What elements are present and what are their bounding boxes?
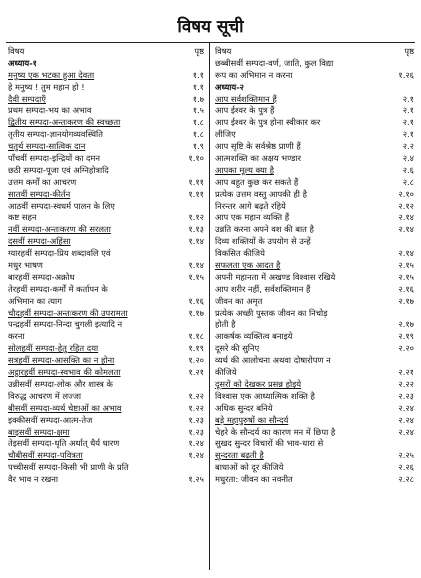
toc-entry (215, 367, 414, 379)
entry-title: तेरहवीं सम्पदा-कर्मों में कर्तापन के (8, 283, 108, 294)
entry-title: लीजिए (215, 129, 236, 140)
toc-entry (215, 58, 414, 70)
entry-title: प्रथम सम्पदा-भय का अभाव (8, 105, 92, 116)
entry-title: दूसरे की सुनिए (215, 343, 260, 354)
toc-entry (215, 403, 414, 415)
entry-page-number: २.२१ (398, 367, 414, 378)
entry-page-number: २.२४ (398, 414, 414, 425)
entry-title: अभिमान का त्याग (8, 295, 62, 306)
column-header (8, 46, 204, 58)
entry-page-number: १.२५ (188, 474, 204, 485)
entry-title: बाधाओं को दूर कीजिये (215, 462, 284, 473)
entry-title: मधुरता: जीवन का नवनीत (215, 474, 293, 485)
toc-entry (8, 284, 204, 296)
entry-title: प्रत्येक उत्तम वस्तु आपकी ही है (215, 188, 307, 199)
entry-page-number: १.१३ (188, 224, 204, 235)
toc-entry (8, 165, 204, 177)
toc-entry (8, 94, 204, 106)
toc-entry (8, 343, 204, 355)
entry-page-number: १.२६ (398, 69, 414, 80)
toc-entry (8, 272, 204, 284)
entry-title: आप सर्वशक्तिमान हैं (215, 93, 277, 104)
entry-page-number: २.२ (402, 141, 414, 152)
entry-title: बाइसवीं सम्पदा-क्षमा (8, 426, 70, 437)
toc-entry (215, 331, 414, 343)
entry-page-number: १.२२ (188, 390, 204, 401)
header-subject: विषय (215, 46, 232, 56)
header-page: पृष्ठ (194, 46, 204, 56)
entry-title: वैर भाव न रखना (8, 474, 59, 485)
entry-title: द्वितीय सम्पदा-अन्तःकरण की स्वच्छता (8, 117, 121, 128)
entry-title: पच्चीसवीं सम्पदा-किसी भी प्राणी के प्रति (8, 462, 129, 473)
entry-title: प्रत्येक अच्छी पुस्तक जीवन का निचोड़ (215, 307, 328, 318)
entry-page-number: १.१४ (188, 260, 204, 271)
toc-entry (215, 70, 414, 82)
entry-title: सोलहवीं सम्पदा-हेतु रहित दया (8, 343, 99, 354)
entry-page-number: २.१ (402, 117, 414, 128)
entry-title: दूसरों को देखकर प्रसन्न होइये (215, 378, 302, 389)
entry-title: दैवी सम्पदाएँ (8, 93, 46, 104)
toc-entry (8, 438, 204, 450)
entry-title: विश्वास एक आध्यात्मिक शक्ति है (215, 390, 315, 401)
toc-entry (215, 153, 414, 165)
entry-title: आप शरीर नहीं, सर्वशक्तिमान हैं (215, 283, 311, 294)
entry-page-number: २.२४ (398, 426, 414, 437)
toc-entry (8, 70, 204, 82)
toc-entry (215, 117, 414, 129)
entry-page-number: २.१४ (398, 212, 414, 223)
toc-entry (215, 224, 414, 236)
entry-title: हे मनुष्य ! तुम महान हो ! (8, 81, 85, 92)
toc-entry (215, 129, 414, 141)
entry-title: व्यर्थ की आलोचना अथवा दोषारोपण न (215, 355, 331, 366)
entry-title: छठी सम्पदा-पूजा एवं अग्निहोत्रादि (8, 164, 109, 175)
right-column (215, 46, 414, 486)
entry-page-number: १.१४ (188, 236, 204, 247)
entry-title: कीजिये (215, 367, 237, 378)
entry-title: इक्कीसवीं सम्पदा-आत्म-तेज (8, 414, 93, 425)
entry-title: चौबीसवीं सम्पदा-पवित्रता (8, 450, 83, 461)
toc-entry (8, 153, 204, 165)
toc-entry (8, 450, 204, 462)
entry-page-number: १.२२ (188, 402, 204, 413)
entry-page-number: २.२४ (398, 402, 414, 413)
toc-entry (215, 201, 414, 213)
toc-entry (8, 319, 204, 331)
entry-title: चौदहवीं सम्पदा-अन्तःकरण की उपरामता (8, 307, 128, 318)
toc-entry (215, 177, 414, 189)
toc-entry (8, 236, 204, 248)
entry-title: आप सृष्टि के सर्वश्रेष्ठ प्राणी हैं (215, 141, 301, 152)
entry-title: ग्यारहवीं सम्पदा-प्रिय शब्दावलि एवं (8, 248, 111, 259)
entry-page-number: १.५ (192, 105, 204, 116)
entry-title: सातवीं सम्पदा-कीर्तन (8, 188, 71, 199)
entry-page-number: २.६ (402, 164, 414, 175)
header-page: पृष्ठ (404, 46, 414, 56)
toc-entry (8, 212, 204, 224)
entry-page-number: १.१७ (188, 307, 204, 318)
entry-page-number: २.१ (402, 129, 414, 140)
entry-page-number: १.२४ (188, 450, 204, 461)
entry-page-number: २.२० (398, 343, 414, 354)
toc-entry (215, 415, 414, 427)
entry-page-number: १.२४ (188, 438, 204, 449)
entry-page-number: २.२६ (398, 462, 414, 473)
entry-title: आठवीं सम्पदा-स्वधर्म पालन के लिए (8, 200, 115, 211)
toc-entry (8, 331, 204, 343)
entry-title: नवीं सम्पदा-अन्तःकरण की सरलता (8, 224, 111, 235)
entry-page-number: २.१२ (398, 200, 414, 211)
toc-entry (8, 82, 204, 94)
entry-title: मनुष्य एक भटका हुआ देवता (8, 69, 95, 80)
entry-page-number: १.८ (192, 129, 204, 140)
entry-page-number: १.२३ (188, 414, 204, 425)
entry-title: तेइसवीं सम्पदा-धृति अर्थात् धैर्य धारण (8, 438, 120, 449)
toc-entry (215, 105, 414, 117)
toc-entry (8, 141, 204, 153)
entry-title: आप ईश्वर के पुत्र हैं (215, 105, 275, 116)
toc-entry (215, 343, 414, 355)
entry-title: चेहरे के सौन्दर्य का कारण मन में छिपा है (215, 426, 336, 437)
toc-entry (8, 308, 204, 320)
entry-title: सुन्दरता बढ़ती है (215, 450, 264, 461)
entry-page-number: २.२५ (398, 450, 414, 461)
entry-page-number: १.२१ (188, 367, 204, 378)
entry-title: अधिक सुन्दर बनिये (215, 402, 273, 413)
entry-title: छब्बीसवीं सम्पदा-वर्ण, जाति, कुल विद्या (215, 57, 334, 68)
entry-title: पाँचवीं सम्पदा-इन्द्रियों का दमन (8, 153, 100, 164)
entry-title: होती है (215, 319, 236, 330)
entry-title: आप ईश्वर के पुत्र होना स्वीकार कर (215, 117, 321, 128)
toc-entry (215, 474, 414, 486)
entry-page-number: १.८ (192, 117, 204, 128)
entry-title: सत्रहवीं सम्पदा-आसक्ति का न होना (8, 355, 115, 366)
entry-page-number: १.१२ (188, 212, 204, 223)
entry-page-number: १.१५ (188, 271, 204, 282)
entry-title: उत्तम कर्मों का आचरण (8, 176, 77, 187)
chapter-heading (8, 58, 204, 70)
chapter-heading (215, 82, 414, 94)
entry-title: जीवन का अमृत (215, 295, 263, 306)
entry-page-number: २.२८ (398, 474, 414, 485)
toc-entry (8, 462, 204, 474)
toc-entry (215, 391, 414, 403)
entry-page-number: २.१४ (398, 224, 414, 235)
entry-title: बड़े महापुरुषों का सौन्दर्य (215, 414, 289, 425)
entry-page-number: २.१६ (398, 283, 414, 294)
toc-entry (8, 129, 204, 141)
entry-page-number: १.१९ (188, 343, 204, 354)
entry-page-number: १.११ (188, 188, 204, 199)
entry-title: अध्याय-२ (215, 81, 244, 92)
entry-title: पन्द्रहवीं सम्पदा-निन्दा चुगली इत्यादि न (8, 319, 123, 330)
entry-page-number: २.२२ (398, 378, 414, 389)
toc-entry (8, 403, 204, 415)
entry-title: दिव्य शक्तियों के उपयोग से उन्हें (215, 236, 311, 247)
entry-page-number: १.७ (192, 93, 204, 104)
toc-entry (215, 189, 414, 201)
entry-page-number: १.२० (188, 355, 204, 366)
toc-entry (215, 450, 414, 462)
toc-entry (8, 189, 204, 201)
entry-title: रूप का अभिमान न करना (215, 69, 293, 80)
entry-page-number: १.१० (188, 153, 204, 164)
toc-entry (215, 236, 414, 248)
entry-title: अध्याय-१ (8, 57, 37, 68)
entry-page-number: १.१ (192, 69, 204, 80)
entry-title: चतुर्थ सम्पदा-सात्विक दान (8, 141, 86, 152)
entry-page-number: १.१ (192, 81, 204, 92)
entry-title: उन्नति करना अपने वश की बात है (215, 224, 314, 235)
toc-entry (215, 308, 414, 320)
toc-entry (215, 165, 414, 177)
toc-entry (8, 391, 204, 403)
toc-entry (215, 94, 414, 106)
toc-entry (8, 367, 204, 379)
toc-entry (215, 284, 414, 296)
entry-page-number: २.८ (402, 176, 414, 187)
toc-entry (8, 224, 204, 236)
toc-entry (215, 379, 414, 391)
toc-entry (8, 248, 204, 260)
entry-title: आत्मशक्ति का अक्षय भण्डार (215, 153, 302, 164)
entry-page-number: २.१ (402, 93, 414, 104)
left-column (8, 46, 204, 486)
toc-entry (215, 319, 414, 331)
entry-title: दसवीं सम्पदा-अहिंसा (8, 236, 71, 247)
toc-entry (8, 427, 204, 439)
entry-title: तृतीय सम्पदा-ज्ञानयोगव्यवस्थिति (8, 129, 103, 140)
entry-page-number: २.१५ (398, 260, 414, 271)
entry-page-number: २.१९ (398, 331, 414, 342)
toc-entry (215, 427, 414, 439)
entry-page-number: २.२३ (398, 390, 414, 401)
entry-title: सफलता एक आदत है (215, 260, 281, 271)
toc-entry (8, 379, 204, 391)
toc-entry (215, 296, 414, 308)
toc-entry (215, 141, 414, 153)
entry-page-number: २.४ (402, 153, 414, 164)
entry-page-number: १.१६ (188, 295, 204, 306)
entry-title: अपनी महानता में अखण्ड विश्वास रखिये (215, 271, 336, 282)
toc-entry (215, 438, 414, 450)
toc-entry (8, 117, 204, 129)
entry-page-number: २.१४ (398, 248, 414, 259)
page-title: विषय सूची (177, 17, 244, 37)
entry-title: मधुर भाषण (8, 260, 43, 271)
toc-entry (215, 248, 414, 260)
entry-title: कष्ट सहन (8, 212, 37, 223)
entry-page-number: २.१७ (398, 319, 414, 330)
toc-entry (8, 201, 204, 213)
entry-title: बारहवीं सम्पदा-अक्रोध (8, 271, 75, 282)
column-header (215, 46, 414, 58)
header-subject: विषय (8, 46, 25, 56)
entry-title: बीसवीं सम्पदा-व्यर्थ चेष्टाओं का अभाव (8, 402, 122, 413)
entry-title: अट्ठारहवीं सम्पदा-स्वभाव की कोमलता (8, 367, 121, 378)
entry-page-number: १.९ (192, 141, 204, 152)
entry-page-number: २.१५ (398, 271, 414, 282)
toc-entry (8, 296, 204, 308)
toc-entry (215, 212, 414, 224)
toc-entry (8, 355, 204, 367)
entry-title: विकसित कीजिये (215, 248, 265, 259)
entry-title: विरुद्ध आचरण में लज्जा (8, 390, 82, 401)
toc-entry (215, 462, 414, 474)
entry-page-number: १.१८ (188, 331, 204, 342)
entry-page-number: १.११ (188, 176, 204, 187)
toc-entry (8, 260, 204, 272)
entry-title: करना (8, 331, 25, 342)
entry-title: आपका मूल्य क्या है (215, 164, 274, 175)
toc-entry (8, 474, 204, 486)
toc-entry (8, 415, 204, 427)
toc-entry (215, 260, 414, 272)
toc-entry (8, 177, 204, 189)
entry-title: आकर्षक व्यक्तित्व बनाइये (215, 331, 293, 342)
entry-title: निरन्तर आगे बढ़ते रहिये (215, 200, 286, 211)
entry-page-number: २.१ (402, 105, 414, 116)
entry-page-number: २.१७ (398, 295, 414, 306)
toc-entry (215, 355, 414, 367)
entry-title: सुखद सुन्दर विचारों की भाव-धारा से (215, 438, 324, 449)
entry-title: उन्नीसवीं सम्पदा-लोक और शास्त्र के (8, 378, 113, 389)
entry-page-number: २.१० (398, 188, 414, 199)
entry-page-number: १.२३ (188, 426, 204, 437)
top-rule (6, 42, 415, 43)
column-divider (209, 42, 210, 570)
toc-entry (8, 105, 204, 117)
toc-entry (215, 272, 414, 284)
entry-title: आप एक महान व्यक्ति हैं (215, 212, 290, 223)
entry-title: आप बहुत कुछ कर सकते हैं (215, 176, 299, 187)
